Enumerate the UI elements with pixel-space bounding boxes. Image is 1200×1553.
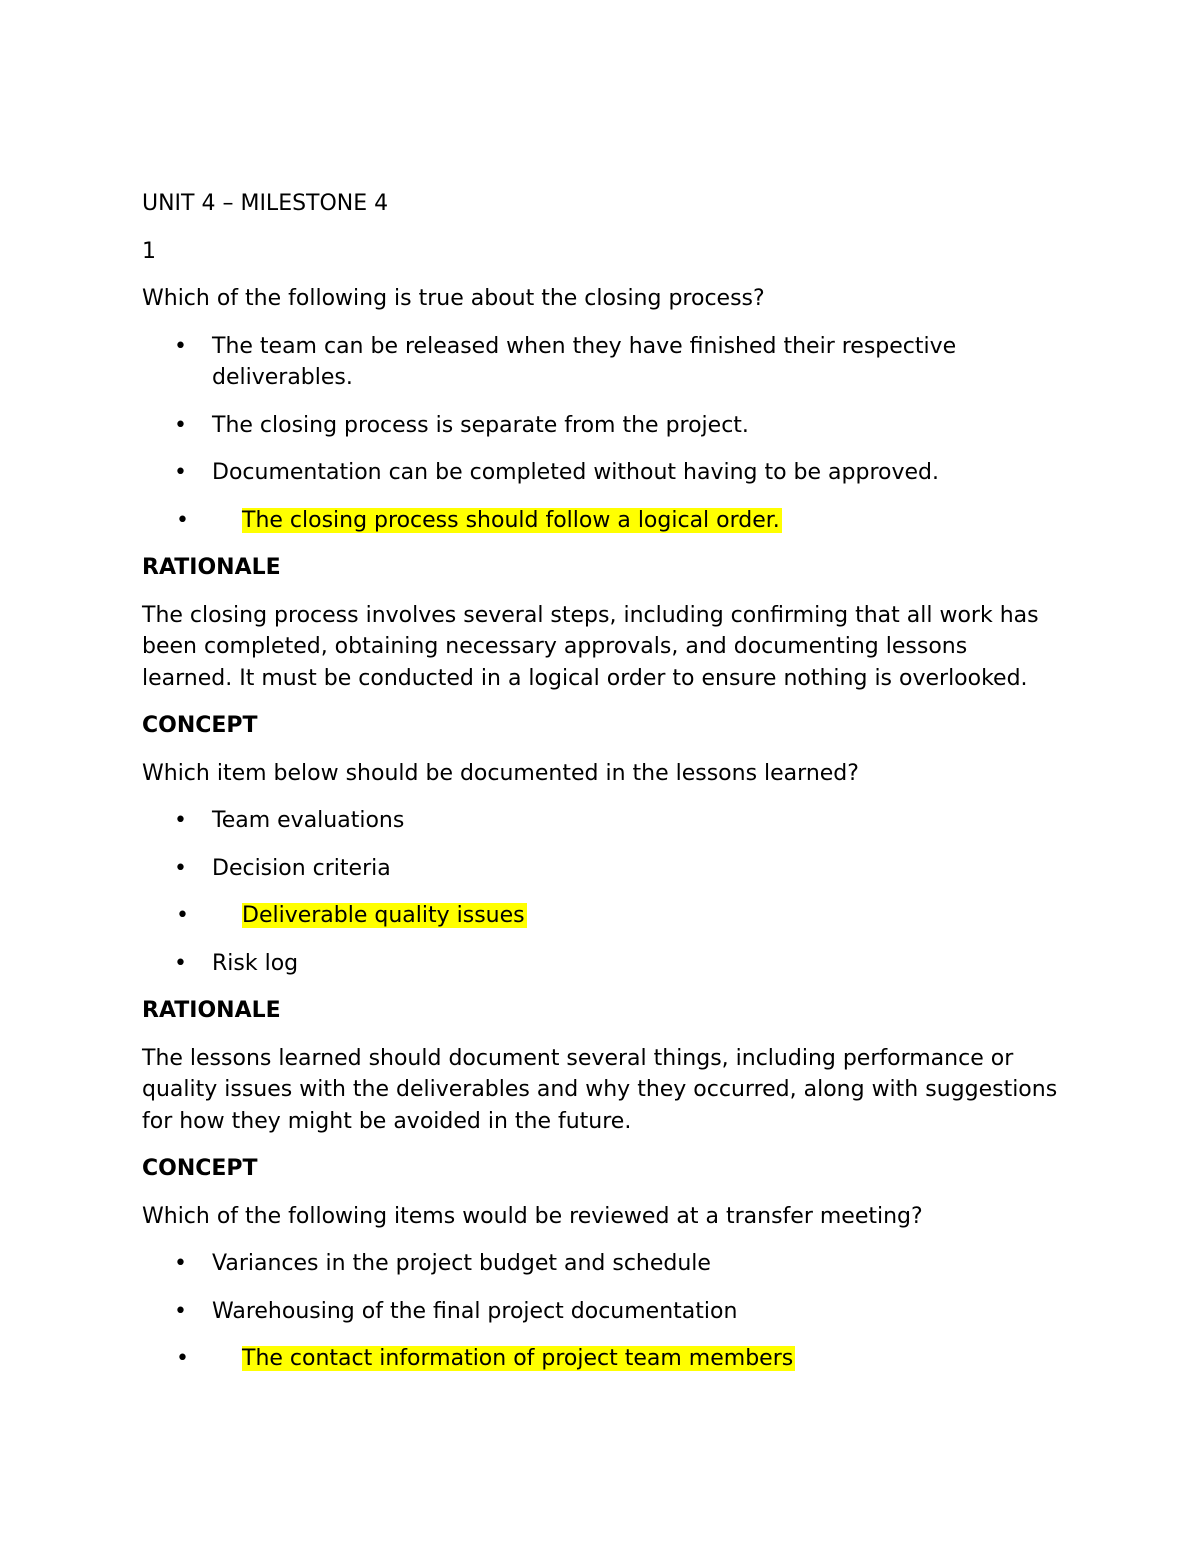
document-page [142, 188, 1062, 1391]
option-text: Warehousing of the final project documentation [212, 1298, 738, 1324]
question-3-options [142, 1248, 1062, 1375]
question-1-options [142, 331, 1062, 537]
answer-highlight [176, 507, 782, 533]
option-item [142, 331, 1062, 394]
bullet-icon: • [174, 808, 187, 833]
rationale-text: The closing process involves several steps, including confirming that all work has been completed, obtaining necessary approvals, and documenting lessons learned. It must be conducted in a logical order to ensure nothing is overlooked. [142, 602, 1039, 691]
option-item [142, 1248, 1062, 1280]
option-item [142, 410, 1062, 442]
bullet-icon: • [176, 507, 189, 533]
document-title: UNIT 4 – MILESTONE 4 [142, 191, 389, 216]
bullet-icon: • [176, 1346, 189, 1371]
bullet-icon: • [174, 460, 187, 485]
bullet-icon: • [174, 333, 187, 359]
option-text: The team can be released when they have finished their respective deliverables. [212, 333, 957, 390]
option-text: The closing process should follow a logical order. [242, 507, 780, 533]
bullet-icon: • [174, 950, 187, 976]
bullet-icon: • [174, 412, 187, 438]
option-item [142, 948, 1062, 980]
rationale-text: The lessons learned should document several things, including performance or quality issues with the deliverables and why they occurred, along with suggestions for how they might be avoided in the future. [142, 1045, 1058, 1134]
bullet-icon: • [174, 855, 187, 881]
bullet-icon: • [174, 1298, 187, 1324]
question-2-options [142, 805, 1062, 979]
bullet-icon: • [174, 1251, 187, 1276]
question-3-text: Which of the following items would be reviewed at a transfer meeting? [142, 1203, 923, 1229]
question-2-text: Which item below should be documented in the lessons learned? [142, 760, 859, 786]
option-item-correct [142, 1343, 1062, 1375]
option-item [142, 1296, 1062, 1328]
concept-heading: CONCEPT [142, 1156, 258, 1181]
question-number: 1 [142, 238, 156, 264]
concept-heading: CONCEPT [142, 713, 258, 738]
option-text: Risk log [212, 950, 299, 976]
bullet-icon: • [176, 903, 189, 928]
option-text: Deliverable quality issues [242, 903, 525, 928]
answer-highlight [176, 1346, 795, 1371]
option-text: The closing process is separate from the project. [212, 412, 749, 438]
option-text: Team evaluations [212, 808, 405, 833]
option-text: The contact information of project team members [242, 1346, 794, 1371]
option-text: Documentation can be completed without having to be approved. [212, 460, 939, 485]
question-1-text: Which of the following is true about the closing process? [142, 286, 765, 311]
option-item [142, 457, 1062, 489]
answer-highlight [176, 903, 527, 928]
option-item [142, 805, 1062, 837]
option-item [142, 853, 1062, 885]
rationale-heading: RATIONALE [142, 998, 281, 1023]
option-text: Variances in the project budget and schedule [212, 1251, 711, 1276]
option-item-correct [142, 900, 1062, 932]
option-text: Decision criteria [212, 855, 391, 881]
rationale-heading: RATIONALE [142, 555, 281, 580]
option-item-correct [142, 505, 1062, 537]
